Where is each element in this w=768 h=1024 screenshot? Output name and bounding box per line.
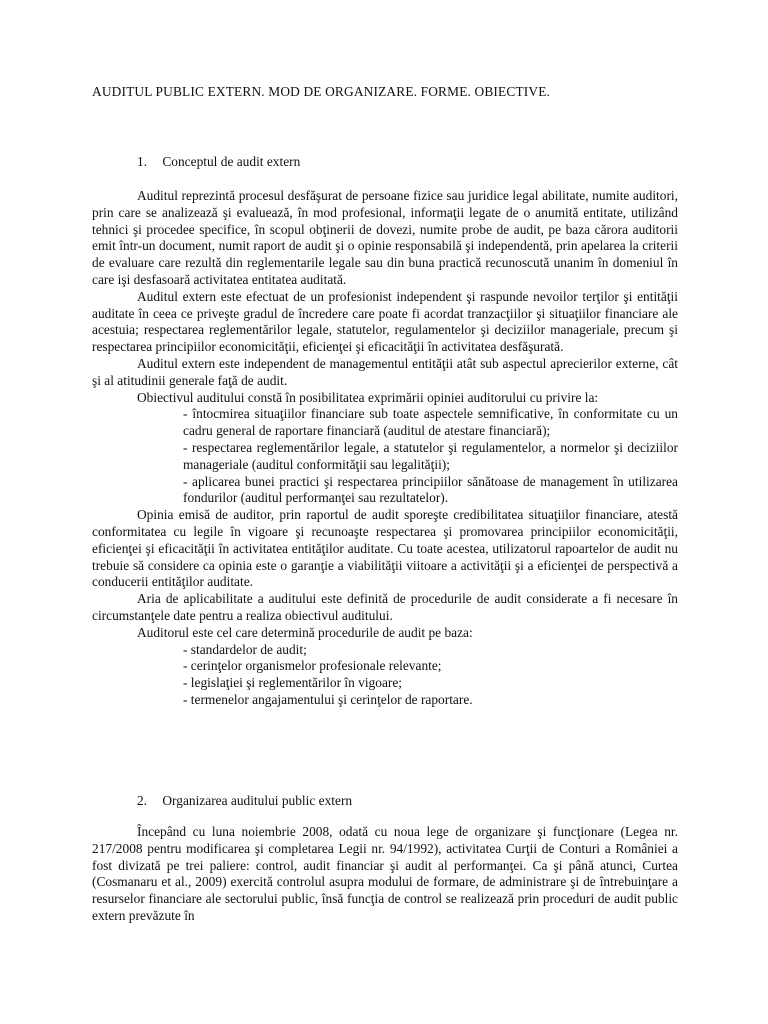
paragraph-procedures: Auditorul este cel care determină procedurile de audit pe baza: (137, 624, 473, 640)
paragraph-scope: Aria de aplicabilitate a auditului este definită de procedurile de audit considerate a fi necesare în circumstanţele date pentru a realiza obiectivul auditului. (92, 591, 678, 623)
paragraph-independence: Auditul extern este independent de managementul entităţii atât sub aspectul aprecierilor externe, cât şi al atitudinii generale faţă de audit. (92, 355, 678, 388)
section-1-heading (137, 154, 300, 170)
basis-item: - cerinţelor organismelor profesionale relevante; (183, 658, 442, 674)
section-1-number: 1. (137, 154, 148, 169)
paragraph-organization: Începând cu luna noiembrie 2008, odată cu noua lege de organizare şi funcţionare (Legea nr. 217/2008 pentru modificarea şi completarea Legii nr. 94/1992), activitatea Curţii de Conturi a României a fost divizată pe trei paliere: control, audit financiar şi audit al performanţei. Ca şi până atunci, Curtea (Cosmanaru et al., 2009) exercită controlul asupra modului de formare, de administrare şi de întrebuinţare a resurselor financiare ale sectorului public, însă funcţia de control se realizează prin proceduri de audit public extern prevăzute în (92, 824, 678, 923)
document-title: AUDITUL PUBLIC EXTERN. MOD DE ORGANIZARE. FORME. OBIECTIVE. (92, 84, 551, 99)
basis-item: - termenelor angajamentului şi cerinţelor de raportare. (183, 691, 473, 707)
paragraph-external-audit: Auditul extern este efectuat de un profesionist independent şi raspunde nevoilor terţilor şi entităţii auditate în ceea ce priveşte gradul de încredere care poate fi acordat tranzacţiilor şi situaţiilor financiare ale acestuia; respectarea reglementărilor legale, statutelor, regulamentelor şi deciziilor manageriale, precum şi respectarea principiilor economicităţii, eficienţei şi eficacităţii în activitatea desfăşurată. (92, 288, 678, 355)
paragraph-opinion: Opinia emisă de auditor, prin raportul de audit sporeşte credibilitatea situaţiilor financiare, atestă conformitatea cu legile în vigoare şi recunoaşte respectarea şi promovarea principiilor economicităţii, eficienţei şi eficacităţii în activitatea entităţilor auditate. Cu toate acestea, utilizatorul rapoartelor de audit nu trebuie să considere ca opinia este o garanţie a viabilităţii viitoare a activităţii şi a eficienţei de perspectivă a conducerii entităţilor auditate. (92, 507, 678, 590)
section-2-body (92, 824, 678, 925)
basis-item: - legislaţiei şi reglementărilor în vigoare; (183, 675, 403, 691)
section-1-body (92, 188, 678, 709)
paragraph-objective: Obiectivul auditului constă în posibilitatea exprimării opiniei auditorului cu privire la: (137, 389, 599, 405)
objective-item: - respectarea reglementărilor legale, a statutelor şi regulamentelor, a normelor şi deciziilor manageriale (auditul conformităţii sau legalităţii); (183, 439, 678, 472)
section-2-title: Organizarea auditului public extern (162, 793, 353, 808)
objective-item: - aplicarea bunei practici şi respectarea principiilor sănătoase de management în utilizarea fondurilor (auditul performanţei sau rezultatelor). (183, 473, 678, 506)
section-2-number: 2. (137, 793, 148, 808)
section-1-title: Conceptul de audit extern (162, 154, 301, 169)
paragraph-audit-definition: Auditul reprezintă procesul desfăşurat de persoane fizice sau juridice legal abilitate, numite auditori, prin care se analizează şi evaluează, în mod profesional, informaţii legate de o anumită entitate, utilizând tehnici şi procedee specifice, în scopul obţinerii de dovezi, numite probe de audit, pe baza cărora auditorii emit într-un document, numit raport de audit şi o opinie responsabilă şi independentă, prin apelarea la criterii de evaluare care rezultă din reglementarile legale sau din buna practică recunoscută unanim în domeniul în care işi desfasoară activitatea entitatea auditată. (92, 188, 678, 287)
basis-item: - standardelor de audit; (183, 641, 307, 657)
section-2-heading (137, 793, 352, 809)
objective-item: - întocmirea situaţiilor financiare sub toate aspectele semnificative, în conformitate cu un cadru general de raportare financiară (auditul de atestare financiară); (183, 406, 678, 439)
